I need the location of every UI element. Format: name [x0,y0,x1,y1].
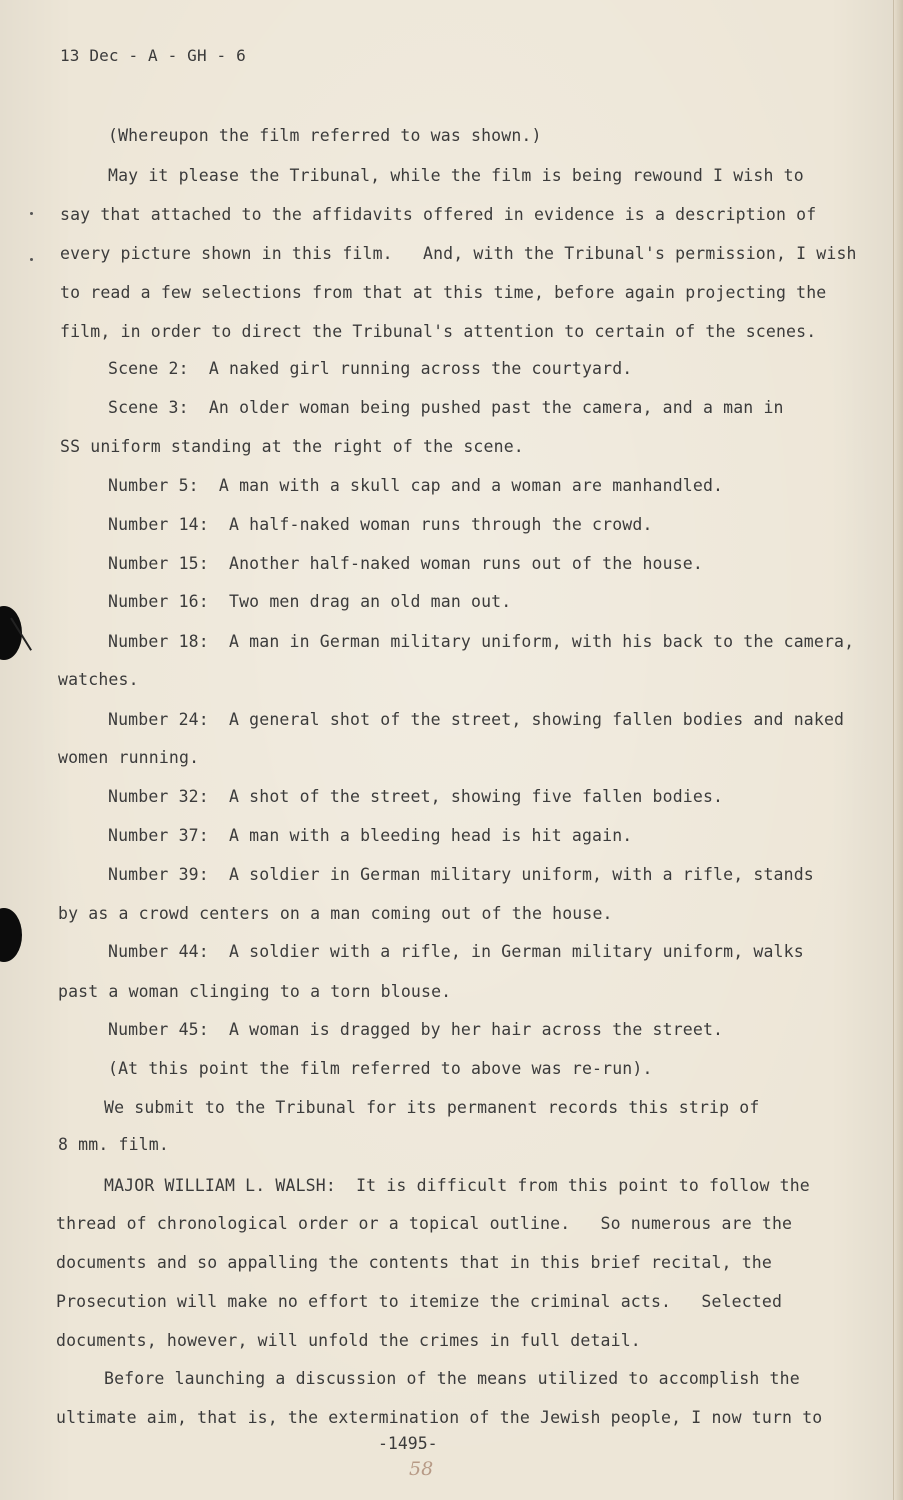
text-line: documents, however, will unfold the crimes in full detail. [56,1331,641,1350]
text-line: say that attached to the affidavits offered in evidence is a description of [60,205,817,224]
text-line: Prosecution will make no effort to itemize the criminal acts. Selected [56,1292,783,1311]
text-line: MAJOR WILLIAM L. WALSH: It is difficult from this point to follow the [104,1176,810,1195]
text-line: (At this point the film referred to above was re-run). [108,1059,653,1078]
text-line: Number 16: Two men drag an old man out. [108,592,512,611]
text-line: thread of chronological order or a topical outline. So numerous are the [56,1214,793,1233]
text-line: Number 39: A soldier in German military uniform, with a rifle, stands [108,865,814,884]
text-line: (Whereupon the film referred to was shown.) [108,126,542,145]
text-line: past a woman clinging to a torn blouse. [58,982,452,1001]
text-line: Number 15: Another half-naked woman runs out of the house. [108,554,703,573]
text-line: Scene 2: A naked girl running across the courtyard. [108,359,633,378]
text-line: Number 32: A shot of the street, showing five fallen bodies. [108,787,724,806]
text-line: 8 mm. film. [58,1135,169,1154]
text-line: Before launching a discussion of the means utilized to accomplish the [104,1369,800,1388]
text-line: documents and so appalling the contents that in this brief recital, the [56,1253,772,1272]
text-line: SS uniform standing at the right of the scene. [60,437,524,456]
text-line: Number 37: A man with a bleeding head is hit again. [108,826,633,845]
text-line: film, in order to direct the Tribunal's attention to certain of the scenes. [60,322,817,341]
text-line: Number 24: A general shot of the street, showing fallen bodies and naked [108,710,845,729]
page-edge [893,0,903,1500]
handwritten-page-number: 58 [409,1458,434,1480]
speck [30,212,33,215]
text-line: every picture shown in this film. And, with the Tribunal's permission, I wish [60,244,857,263]
speck [30,258,33,261]
text-line: to read a few selections from that at this time, before again projecting the [60,283,827,302]
text-line: Number 14: A half-naked woman runs through the crowd. [108,515,653,534]
text-line: by as a crowd centers on a man coming out of the house. [58,904,613,923]
text-line: ultimate aim, that is, the extermination of the Jewish people, I now turn to [56,1408,823,1427]
text-line: Number 5: A man with a skull cap and a woman are manhandled. [108,476,724,495]
text-line: May it please the Tribunal, while the film is being rewound I wish to [108,166,804,185]
text-line: Scene 3: An older woman being pushed past the camera, and a man in [108,398,784,417]
document-reference: 13 Dec - A - GH - 6 [60,46,246,65]
text-line: We submit to the Tribunal for its permanent records this strip of [104,1098,760,1117]
text-line: watches. [58,670,139,689]
punch-hole-bottom [0,908,22,962]
text-line: Number 18: A man in German military uniform, with his back to the camera, [108,632,855,651]
page-number: -1495- [378,1434,438,1453]
text-line: Number 45: A woman is dragged by her hair across the street. [108,1020,724,1039]
text-line: Number 44: A soldier with a rifle, in German military uniform, walks [108,942,804,961]
text-line: women running. [58,748,200,767]
